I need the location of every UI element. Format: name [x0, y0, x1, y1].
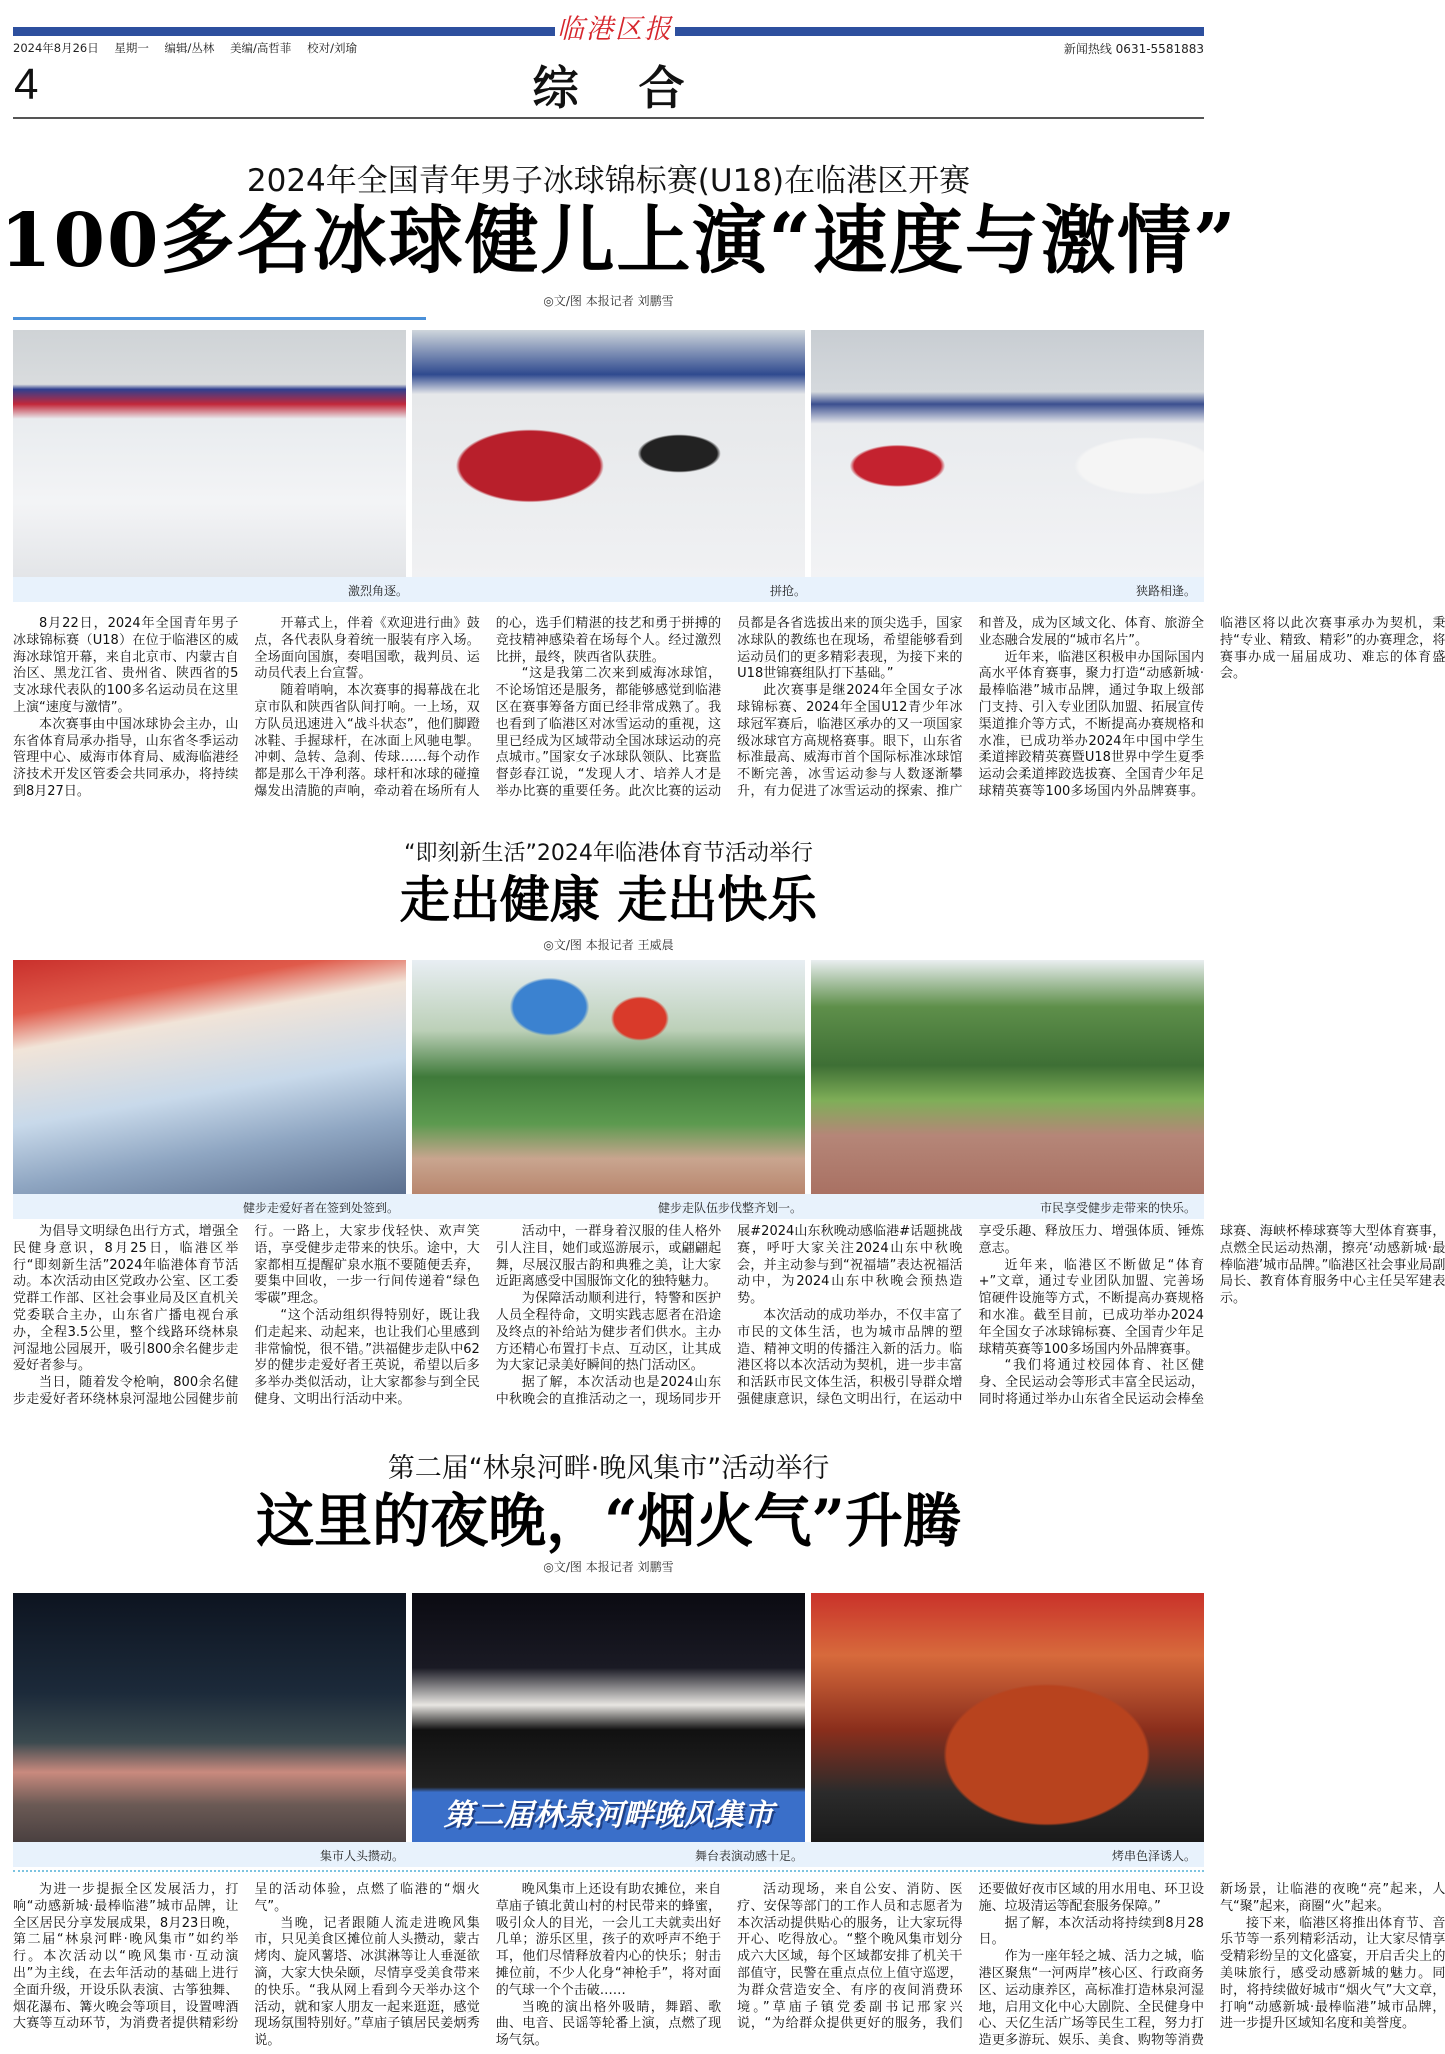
photo-caption: 拼抢。 [770, 584, 807, 598]
article-1-subtitle: 2024年全国青年男子冰球锦标赛(U18)在临港区开赛 [246, 163, 971, 199]
night-market-photo [13, 1593, 406, 1842]
ice-hockey-photo-3 [811, 330, 1204, 577]
article-3-captions [13, 1842, 1204, 1867]
newspaper-logo: 临港区报 [555, 10, 675, 50]
ice-hockey-photo-1 [13, 330, 406, 577]
issue-weekday: 星期一 [114, 41, 149, 55]
paragraph: 活动中，一群身着汉服的佳人格外引人注目，她们或巡游展示，或翩翩起舞，尽展汉服古韵和典雅之美，让大家近距离感受中国服饰文化的独特魅力。 [495, 1224, 722, 1290]
section-divider [13, 1870, 1204, 1872]
photo-caption: 激烈角逐。 [348, 584, 409, 598]
article-3-subtitle: 第二届“林泉河畔·晚风集市”活动举行 [387, 1453, 830, 1484]
paragraph: 本次活动的成功举办，不仅丰富了市民的文体生活，也为城市品牌的塑造、精神文明的传播注入新的活力。临港区将以本次活动为契机，进一步丰富和活跃市民文体生活，积极引导群众增强健康意识，绿色文明出行，在运动中享受乐趣、释放压力、增强体质、锤炼意志。 [737, 1224, 1204, 1407]
paragraph: 据了解，本次活动将持续到8月28日。 [978, 1915, 1204, 1948]
photo-caption: 健步走爱好者在签到处签到。 [243, 1201, 400, 1215]
header-divider [13, 117, 1204, 119]
photo-caption: 集市人头攒动。 [320, 1849, 405, 1863]
issue-date: 2024年8月26日 [13, 41, 99, 55]
stage-photo [412, 1593, 805, 1842]
paragraph: 此次赛事是继2024年全国女子冰球锦标赛、2024年全国U12青少年冰球冠军赛后，临港区承办的又一项国家级冰球官方高规格赛事。眼下，山东省标准最高、威海市首个国际标准冰球馆不断完善，冰雪运动参与人数逐渐攀升，有力促进了冰雪运动的探索、推广和普及，成为区域文化、体育、旅游全业态融合发展的“城市名片”。 [737, 616, 1204, 799]
paragraph: 近年来，临港区不断做足“体育+”文章，通过专业团队加盟、完善场馆硬件设施等方式，不断提高办赛规格和水准。截至目前，已成功举办2024年全国女子冰球锦标赛、全国青少年足球精英赛等100多场国内外品牌赛事。 [978, 1257, 1204, 1357]
article-2-title: 走出健康 走出快乐 [399, 870, 818, 929]
paragraph: 8月22日，2024年全国青年男子冰球锦标赛（U18）在位于临港区的威海冰球馆开幕，来自北京市、内蒙古自治区、黑龙江省、贵州省、陕西省的5支冰球代表队的100多名运动员在这里上演“速度与激情”。 [13, 616, 239, 715]
accent-line [13, 317, 426, 320]
photo-caption: 烤串色泽诱人。 [1111, 1849, 1196, 1863]
article-2-subtitle: “即刻新生活”2024年临港体育节活动举行 [404, 841, 813, 866]
news-hotline: 新闻热线 0631-5581883 [1063, 42, 1204, 56]
paragraph: 当日，随着发令枪响，800余名健步走爱好者环绕林泉河湿地公园健步前行。一路上，大家步伐轻快、欢声笑语，享受健步走带来的快乐。途中，大家都相互提醒矿泉水瓶不要随便丢弃，要集中回收，一步一行间传递着“绿色零碳”理念。 [13, 1224, 480, 1407]
article-2-byline: ◎文/图 本报记者 王威晨 [543, 938, 674, 952]
paragraph: 开幕式上，伴着《欢迎进行曲》鼓点，各代表队身着统一服装有序入场。全场面向国旗，奏唱国歌，裁判员、运动员代表上台宣誓。 [254, 616, 480, 682]
skewers-photo [811, 1593, 1204, 1842]
article-1-byline: ◎文/图 本报记者 刘鹏雪 [543, 294, 674, 308]
proofreader-credit: 校对/刘瑜 [307, 41, 357, 55]
paragraph: 当晚的演出格外吸睛，舞蹈、歌曲、电音、民谣等轮番上演，点燃了现场气氛。 [495, 1999, 722, 2049]
section-name: 综合 [532, 61, 745, 115]
paragraph: 当晚，记者跟随人流走进晚风集市，只见美食区摊位前人头攒动，蒙古烤肉、旋风薯塔、冰淇淋等让人垂涎欲滴，大家大快朵颐，尽情享受美食带来的快乐。“我从网上看到今天举办这个活动，就和家人朋友一起来逛逛，感觉现场氛围特别好。”草庙子镇居民姜炳秀说。 [254, 1915, 480, 2049]
signin-photo [13, 960, 406, 1194]
paragraph: “这个活动组织得特别好，既让我们走起来、动起来，也让我们心里感到非常愉悦，很不错。”洪福健步走队中62岁的健步走爱好者王英说，希望以后多多举办类似活动，让大家都参与到全民健身、文明出行活动中来。 [254, 1307, 480, 1407]
paragraph: 随着哨响，本次赛事的揭幕战在北京市队和陕西省队间打响。一上场，双方队员迅速进入“战斗状态”，他们脚蹬冰鞋、手握球杆，在冰面上风驰电掣。冲刺、急转、急刹、传球……每个动作都是那么干净利落。球杆和冰球的碰撞爆发出清脆的声响，牵动着在场所有人的心，选手们精湛的技艺和勇于拼搏的竞技精神感染着在场每个人。经过激烈比拼，最终，陕西省队获胜。 [254, 616, 722, 799]
photo-caption: 市民享受健步走带来的快乐。 [1039, 1201, 1196, 1215]
designer-credit: 美编/高哲菲 [230, 41, 292, 55]
paragraph: 晚风集市上还设有助农摊位，来自草庙子镇北黄山村的村民带来的蜂蜜，吸引众人的目光，一会儿工夫就卖出好几单；游乐区里，孩子的欢呼声不绝于耳，他们尽情释放着内心的快乐；射击摊位前，不少人化身“神枪手”，将对面的气球一个个击破…… [495, 1882, 722, 1998]
article-2-captions [13, 1194, 1204, 1219]
paragraph: 接下来，临港区将推出体育节、音乐节等一系列精彩活动，让大家尽情享受精彩纷呈的文化盛宴，开启舌尖上的美味旅行，感受动感新城的魅力。同时，将持续做好城市“烟火气”大文章，打响“动感新城·最棒临港”城市品牌，进一步提升区域知名度和美誉度。 [1219, 1915, 1445, 2032]
photo-caption: 狭路相逢。 [1135, 584, 1196, 598]
article-1-photos [13, 330, 1204, 577]
paragraph: 活动现场，来自公安、消防、医疗、安保等部门的工作人员和志愿者为本次活动提供贴心的服务，让大家玩得开心、吃得放心。“整个晚风集市划分成六大区域，每个区域都安排了机关干部值守，民警在重点点位上值守巡逻，为群众营造安全、有序的夜间消费环境。”草庙子镇党委副书记邢家兴说，“为给群众提供更好的服务，我们还要做好夜市区域的用水用电、环卫设施、垃圾清运等配套服务保障。” [737, 1882, 1204, 2032]
article-2-body [13, 1224, 1445, 1410]
paragraph: 据了解，本次活动也是2024山东中秋晚会的直推活动之一，现场同步开展#2024山东秋晚动感临港#话题挑战赛，呼吁大家关注2024山东中秋晚会，并主动参与到“祝福墙”表达祝福活动中，为2024山东中秋晚会预热造势。 [495, 1224, 963, 1407]
paragraph: 作为一座年轻之城、活力之城，临港区聚焦“一河两岸”核心区、行政商务区、运动康养区，高标准打造林泉河湿地，启用文化中心大剧院、全民健身中心、天亿生活广场等民生工程，努力打造更多游玩、娱乐、美食、购物等消费新场景，让临港的夜晚“亮”起来，人气“聚”起来，商圈“火”起来。 [978, 1882, 1445, 2049]
citizens-walking-photo [811, 960, 1204, 1194]
paragraph: “这是我第二次来到威海冰球馆，不论场馆还是服务，都能够感觉到临港区在赛事筹备方面已经非常成熟了。我也看到了临港区对冰雪运动的重视，这里已经成为区域带动全国冰球运动的亮点城市。”国家女子冰球队领队、比赛监督彭春江说，“发现人才、培养人才是举办比赛的重要任务。此次比赛的运动员都是各省选拔出来的顶尖选手，国家冰球队的教练也在现场，希望能够看到运动员们的更多精彩表现，为接下来的U18世锦赛组队打下基础。” [495, 616, 963, 799]
ice-hockey-photo-2 [412, 330, 805, 577]
photo-caption: 舞台表演动感十足。 [695, 1849, 804, 1863]
walking-team-photo [412, 960, 805, 1194]
paragraph: 近年来，临港区积极申办国际国内高水平体育赛事，聚力打造“动感新城·最棒临港”城市品牌，通过争取上级部门支持、引入专业团队加盟、拓展宣传渠道推介等方式，不断提高办赛规格和水准，已成功举办2024年中国中学生柔道摔跤精英赛暨U18世界中学生夏季运动会柔道摔跤选拔赛、全国青少年足球精英赛等100多场国内外品牌赛事。临港区将以此次赛事承办为契机，秉持“专业、精致、精彩”的办赛理念，将赛事办成一届届成功、难忘的体育盛会。 [978, 616, 1445, 799]
paragraph: “我们将通过校园体育、社区健身、全民运动会等形式丰富全民运动，同时将通过举办山东省全民运动会棒垒球赛、海峡杯棒球赛等大型体育赛事，点燃全民运动热潮，擦亮‘动感新城·最棒临港’城市品牌。”临港区社会事业局副局长、教育体育服务中心主任吴军建表示。 [978, 1224, 1445, 1407]
photo-caption: 健步走队伍步伐整齐划一。 [658, 1201, 803, 1215]
paragraph: 为进一步提振全区发展活力，打响“动感新城·最棒临港”城市品牌，让全区居民分享发展成果，8月23日晚，第二届“林泉河畔·晚风集市”如约举行。本次活动以“晚风集市·互动演出”为主线，在去年活动的基础上进行全面升级，开设乐队表演、古筝独舞、烟花瀑布、篝火晚会等项目，设置啤酒大赛等互动环节，为消费者提供精彩纷呈的活动体验，点燃了临港的“烟火气”。 [13, 1882, 480, 2032]
paragraph: 为保障活动顺利进行，特警和医护人员全程待命，文明实践志愿者在沿途及终点的补给站为健步者们供水。主办方还精心布置打卡点、互动区，让其成为大家记录美好瞬间的热门活动区。 [495, 1291, 722, 1374]
paragraph: 为倡导文明绿色出行方式，增强全民健身意识，8月25日，临港区举行“即刻新生活”2024年临港体育节活动。本次活动由区党政办公室、区工委党群工作部、区社会事业局及区直机关党委联合主办，山东省广播电视台承办，全程3.5公里，整个线路环绕林泉河湿地公园展开，吸引800余名健步走爱好者参与。 [13, 1224, 239, 1374]
page-number: 4 [14, 60, 39, 109]
editor-credit: 编辑/丛林 [164, 41, 215, 55]
article-1-body [13, 616, 1445, 806]
article-2-photos [13, 960, 1204, 1194]
article-1-title: 100多名冰球健儿上演“速度与激情” [0, 198, 1238, 284]
article-3-byline: ◎文/图 本报记者 刘鹏雪 [543, 1560, 674, 1574]
article-3-photos [13, 1593, 1204, 1842]
article-1-captions [13, 577, 1204, 602]
article-3-body [13, 1882, 1445, 2054]
paragraph: 本次赛事由中国冰球协会主办，山东省体育局承办指导，山东省冬季运动管理中心、威海市体育局、威海临港经济技术开发区管委会共同承办，将持续到8月27日。 [13, 716, 239, 799]
stage-banner: 第二届林泉河畔晚风集市 [443, 1798, 774, 1833]
article-3-title: 这里的夜晚，“烟火气”升腾 [256, 1487, 961, 1555]
